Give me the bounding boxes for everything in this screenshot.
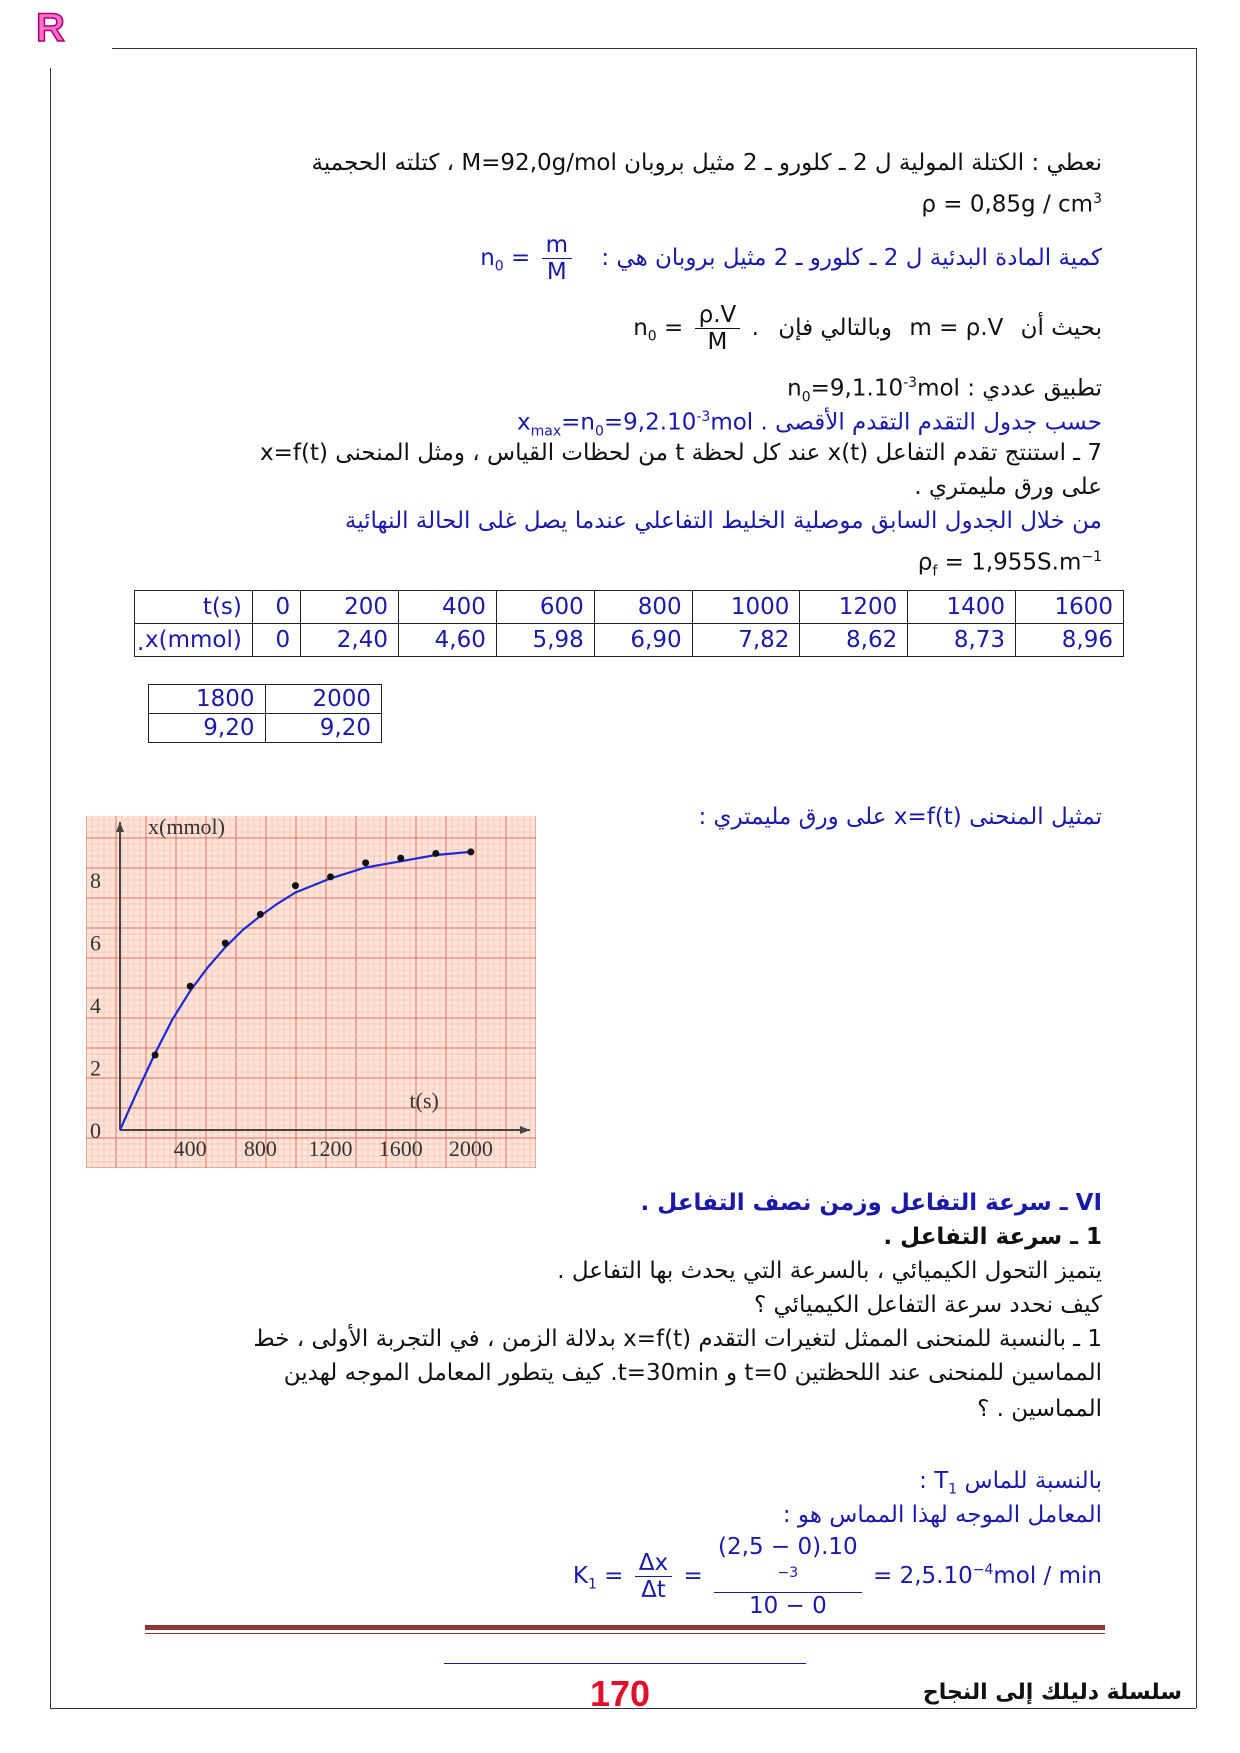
- slope-text-line: المعامل الموجه لهذا المماس هو :: [782, 1502, 1102, 1528]
- y-tick-label: 2: [90, 1055, 101, 1081]
- data-point: [327, 873, 334, 880]
- paragraph-line: 1 ـ بالنسبة للمنحنى الممثل لتغيرات التقدم x=f(t) بدلالة الزمن ، في التجربة الأولى ، خط: [253, 1326, 1102, 1352]
- table-cell: 8,73: [908, 624, 1016, 657]
- initial-amount-line: كمية المادة البدئية ل 2 ـ كلورو ـ 2 مثيل بروبان هي : $n_0$ = $\frac{m}{M}$: [480, 232, 1102, 285]
- footer-rule-thick: [145, 1625, 1105, 1630]
- table-cell: 8,96: [1016, 624, 1124, 657]
- max-advancement-line: حسب جدول التقدم التقدم الأقصى $x_{max}=n_0=9,2.10^{-3}mol$ .: [516, 409, 1102, 440]
- data-point: [187, 983, 194, 990]
- question-7-continued: على ورق مليمتري .: [914, 474, 1102, 500]
- table-header-advancement: x(mmol) .: [135, 624, 253, 657]
- table-cell: 5,98: [496, 624, 594, 657]
- table-cell: 1400: [908, 591, 1016, 624]
- x-axis-label: t(s): [409, 1088, 439, 1113]
- footer-center-line: [444, 1663, 806, 1664]
- table-cell: 4,60: [399, 624, 497, 657]
- table-row-advancement: [135, 624, 1124, 657]
- y-tick-label: 8: [90, 868, 101, 893]
- table-row-time: [135, 591, 1124, 624]
- chart-paper: [86, 816, 536, 1168]
- table-cell: 6,90: [594, 624, 692, 657]
- table-cell: 0: [252, 591, 300, 624]
- given-molar-mass-line: نعطي : الكتلة المولية ل 2 ـ كلورو ـ 2 مثيل بروبان M=92,0g/mol ، كتلته الحجمية: [311, 150, 1102, 176]
- y-tick-label: 0: [90, 1118, 101, 1143]
- table-cell: 400: [399, 591, 497, 624]
- final-conductivity-line: $\rho_f = 1,955S.m^{-1}$: [917, 549, 1102, 580]
- y-tick-label: 6: [90, 930, 101, 956]
- data-point: [397, 855, 404, 862]
- paragraph-line: المماسين . ؟: [977, 1396, 1102, 1422]
- x-tick-label: 400: [173, 1136, 207, 1161]
- data-point: [152, 1052, 159, 1059]
- page-number: 170: [590, 1673, 651, 1714]
- x-tick-label: 1200: [308, 1136, 353, 1161]
- frame-top-border: [112, 48, 1196, 49]
- logo: R: [36, 6, 65, 50]
- y-tick-label: 4: [90, 993, 101, 1018]
- x-tick-label: 1600: [378, 1136, 423, 1161]
- data-point: [432, 850, 439, 857]
- footer-rule-thin: [145, 1633, 1105, 1634]
- relation-line: بحيث أن m = ρ.V وبالتالي فإن $n_0$ = $\frac{\rho.V}{M}$ .: [633, 302, 1102, 355]
- section-vi-heading: VI ـ سرعة التفاعل وزمن نصف التفاعل .: [640, 1190, 1102, 1216]
- table-row-time: [149, 685, 382, 714]
- advancement-table-continued: [148, 684, 382, 743]
- table-row-advancement: [149, 714, 382, 743]
- slope-formula: $K_1$ = $\frac{\Delta x}{\Delta t}$ = (2,5 − 0).10 $^{-3}$ 10 − 0 = $2,5.10^{-4}mol$ / min: [572, 1534, 1102, 1619]
- table-cell: 1000: [692, 591, 800, 624]
- table-cell: 7,82: [692, 624, 800, 657]
- data-point: [292, 882, 299, 889]
- paragraph-line: كيف نحدد سرعة التفاعل الكيميائي ؟: [753, 1292, 1102, 1318]
- paragraph-line: المماسين للمنحنى عند اللحظتين t=0 و t=30min. كيف يتطور المعامل الموجه لهدين: [283, 1360, 1102, 1386]
- table-cell: 2000: [265, 685, 382, 714]
- question-7-line: 7 ـ استنتج تقدم التفاعل x(t) عند كل لحظة t من لحظات القياس ، ومثل المنحنى x=f(t): [260, 440, 1102, 466]
- x-tick-label: 800: [243, 1136, 277, 1161]
- table-cell: 9,20: [265, 714, 382, 743]
- table-header-time: t(s): [135, 591, 253, 624]
- table-cell: 9,20: [149, 714, 266, 743]
- subsection-1-heading: 1 ـ سرعة التفاعل .: [883, 1224, 1102, 1250]
- table-cell: 200: [301, 591, 399, 624]
- table-cell: 1200: [800, 591, 908, 624]
- frame-left-border: [50, 68, 51, 1708]
- data-point: [362, 859, 369, 866]
- series-title: سلسلة دليلك إلى النجاح: [922, 1680, 1182, 1705]
- numeric-application-line: تطبيق عددي : $n_0=9,1.10^{-3}mol$: [787, 375, 1102, 406]
- advancement-chart: [86, 816, 536, 1168]
- table-cell: 2,40: [301, 624, 399, 657]
- table-cell: 1600: [1016, 591, 1124, 624]
- table-cell: 800: [594, 591, 692, 624]
- conductivity-intro-line: من خلال الجدول السابق موصلية الخليط التفاعلي عندما يصل غلى الحالة النهائية: [344, 508, 1102, 534]
- table-cell: 1800: [149, 685, 266, 714]
- paragraph-line: يتميز التحول الكيميائي ، بالسرعة التي يحدث بها التفاعل .: [557, 1258, 1102, 1284]
- table-cell: 600: [496, 591, 594, 624]
- data-point: [222, 940, 229, 947]
- density-line: $\rho = 0,85g / cm^3$: [921, 191, 1102, 218]
- data-point: [257, 911, 264, 918]
- x-tick-label: 2000: [448, 1136, 493, 1161]
- frame-right-border: [1196, 48, 1197, 1708]
- table-cell: 0: [252, 624, 300, 657]
- y-axis-label: x(mmol): [148, 816, 225, 839]
- advancement-table: [134, 590, 1124, 657]
- graph-caption: تمثيل المنحنى x=f(t) على ورق مليمتري :: [698, 804, 1102, 830]
- table-cell: 8,62: [800, 624, 908, 657]
- data-point: [467, 848, 474, 855]
- tangent-t1-line: بالنسبة للماس $T_1$ :: [919, 1468, 1102, 1498]
